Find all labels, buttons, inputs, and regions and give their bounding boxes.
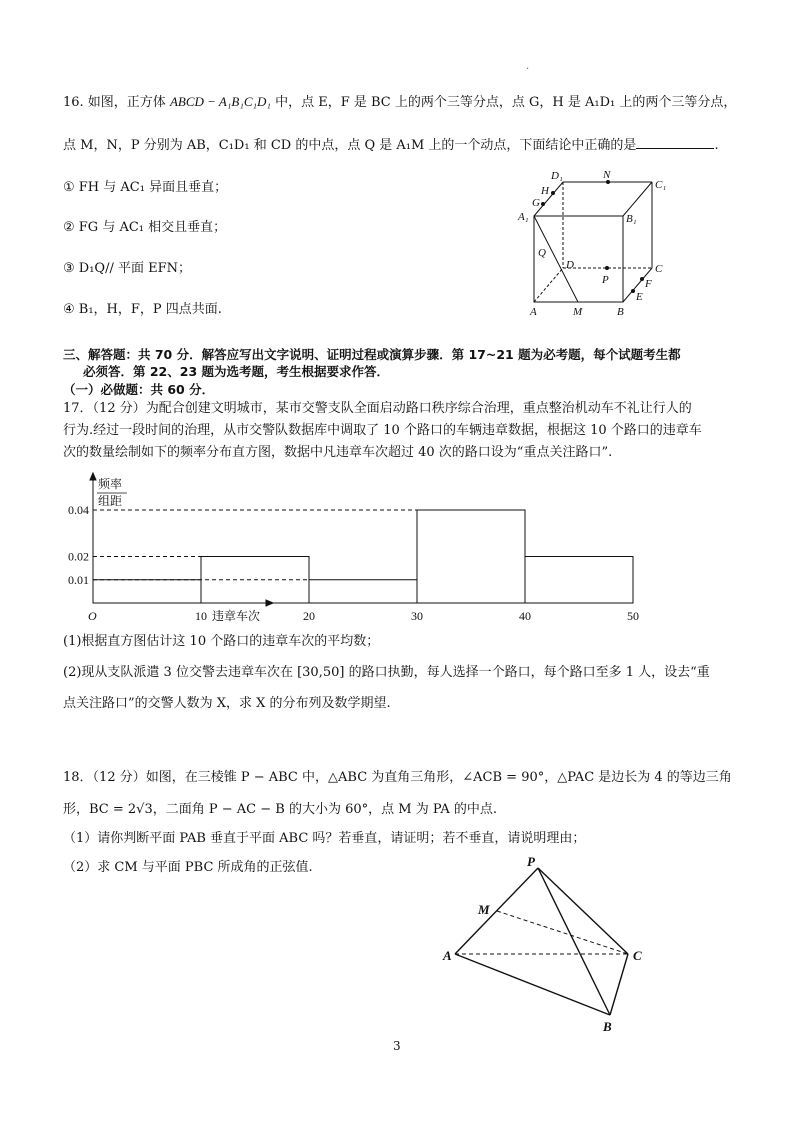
q16-line2-text: 点 M，N，P 分别为 AB，C₁D₁ 和 CD 的中点，点 Q 是 A₁M 上的一个动点，下面结论中正确的是: [63, 138, 637, 153]
edge-PB: [538, 868, 610, 1015]
edge-B1C1: [623, 182, 652, 216]
origin-label: O: [88, 609, 97, 623]
edge-PC: [538, 868, 628, 954]
point-P: [605, 266, 609, 270]
section3-line1: 三、解答题：共 70 分．解答应写出文字说明、证明过程或演算步骤．第 17~21 题为必考题，每个试题考生都: [63, 347, 681, 362]
y-tick-label: 0.01: [68, 572, 89, 587]
q16-line2: [63, 136, 719, 155]
histogram-bar: [417, 510, 525, 603]
y-axis-arrow: [90, 473, 96, 480]
label-B: B: [603, 1019, 612, 1034]
label-B: B: [617, 306, 624, 318]
x-tick-label: 30: [411, 609, 423, 623]
q16-cube-name: ABCD − A₁B₁C₁D₁: [169, 94, 271, 109]
label-F: F: [645, 278, 652, 290]
q17-sub1: (1)根据直方图估计这 10 个路口的违章车次的平均数；: [63, 634, 380, 649]
point-E: [631, 289, 635, 293]
label-C1: C₁: [655, 179, 667, 191]
label-P: P: [602, 274, 609, 286]
x-tick-label: 10: [195, 609, 207, 623]
point-H: [551, 191, 555, 195]
label-G: G: [532, 197, 540, 209]
y-label-bottom: 组距: [98, 494, 123, 508]
point-G: [541, 202, 545, 206]
y-tick-label: 0.04: [68, 503, 89, 517]
answer-blank[interactable]: [636, 136, 714, 149]
label-M: M: [573, 306, 583, 318]
label-C: C: [655, 263, 663, 275]
q18-sub2: （2）求 CM 与平面 PBC 所成角的正弦值.: [63, 860, 313, 875]
edge-AB: [455, 954, 610, 1015]
q16-line1-suffix: 中，点 E，F 是 BC 上的两个三等分点，点 G，H 是 A₁D₁ 上的两个三等分点，: [270, 95, 737, 110]
header-mark: .: [526, 61, 530, 72]
page-number: 3: [393, 1039, 401, 1053]
front-face: [534, 216, 623, 302]
histogram-bar: [525, 557, 633, 604]
q16-option-4: ④ B₁，H，F，P 四点共面.: [63, 302, 222, 317]
label-P: P: [527, 854, 535, 869]
label-B1: B₁: [626, 213, 637, 225]
x-tick-label: 40: [519, 609, 531, 623]
histogram-bar: [93, 580, 201, 603]
histogram-bar: [309, 580, 417, 603]
label-E: E: [636, 291, 643, 303]
histogram-chart: [60, 470, 639, 630]
q16-line1: [63, 93, 736, 112]
point-F: [640, 277, 644, 281]
q17-sub2-b: 点关注路口”的交警人数为 X，求 X 的分布列及数学期望.: [63, 696, 391, 711]
x-tick-label: 50: [627, 609, 639, 623]
y-label-top: 频率: [98, 477, 123, 491]
q16-line1-prefix: 16. 如图，正方体: [63, 95, 170, 110]
label-Q: Q: [538, 247, 546, 259]
q16-option-1: ① FH 与 AC₁ 异面且垂直；: [63, 180, 228, 195]
q16-option-3: ③ D₁Q// 平面 EFN；: [63, 261, 191, 276]
q16-option-2: ② FG 与 AC₁ 相交且垂直；: [63, 220, 227, 235]
label-A1: A₁: [518, 211, 529, 223]
section3-required: （一）必做题：共 60 分．: [63, 382, 215, 397]
label-N: N: [603, 169, 611, 181]
q17-para2: 行为.经过一段时间的治理，从市交警队数据库中调取了 10 个路口的车辆违章数据，根据这 10 个路口的违章车: [63, 423, 702, 438]
x-tick-label: 20: [303, 609, 315, 623]
cube-figure: [510, 165, 670, 320]
edge-PA: [455, 868, 538, 954]
edge-CB: [610, 954, 628, 1015]
q16-line2-end: .: [714, 138, 719, 153]
q17-para3: 次的数量绘制如下的频率分布直方图，数据中凡违章车次超过 40 次的路口设为“重点关注路口”.: [63, 445, 613, 460]
label-D1: D₁: [551, 170, 563, 182]
section3-line2: 必须答．第 22、23 题为选考题，考生根据要求作答．: [83, 364, 389, 379]
label-C: C: [633, 948, 642, 963]
q18-line1: 18．（12 分）如图，在三棱锥 P − ABC 中，△ABC 为直角三角形，∠ACB = 90°，△PAC 是边长为 4 的等边三角: [63, 770, 732, 785]
tetrahedron-figure: [440, 850, 660, 1035]
label-A: A: [530, 306, 537, 318]
x-axis-label: 违章车次: [212, 609, 261, 623]
label-D: D: [566, 259, 574, 271]
label-A: A: [443, 948, 452, 963]
y-tick-label: 0.02: [68, 549, 89, 564]
q18-line2: 形，BC = 2√3，二面角 P − AC − B 的大小为 60°，点 M 为 PA 的中点.: [63, 802, 498, 817]
q17-sub2-a: (2)现从支队派遣 3 位交警去违章车次在 [30,50] 的路口执勤，每人选择一个路口，每个路口至多 1 人，设去“重: [63, 665, 710, 680]
label-M: M: [478, 902, 490, 917]
q18-sub1: （1）请你判断平面 PAB 垂直于平面 ABC 吗？若垂直，请证明；若不垂直，请说明理由；: [63, 831, 586, 846]
edge-AD: [534, 268, 563, 302]
label-H: H: [541, 185, 549, 197]
q17-para1: 17．（12 分）为配合创建文明城市，某市交警支队全面启动路口秩序综合治理，重点整治机动车不礼让行人的: [63, 401, 692, 416]
